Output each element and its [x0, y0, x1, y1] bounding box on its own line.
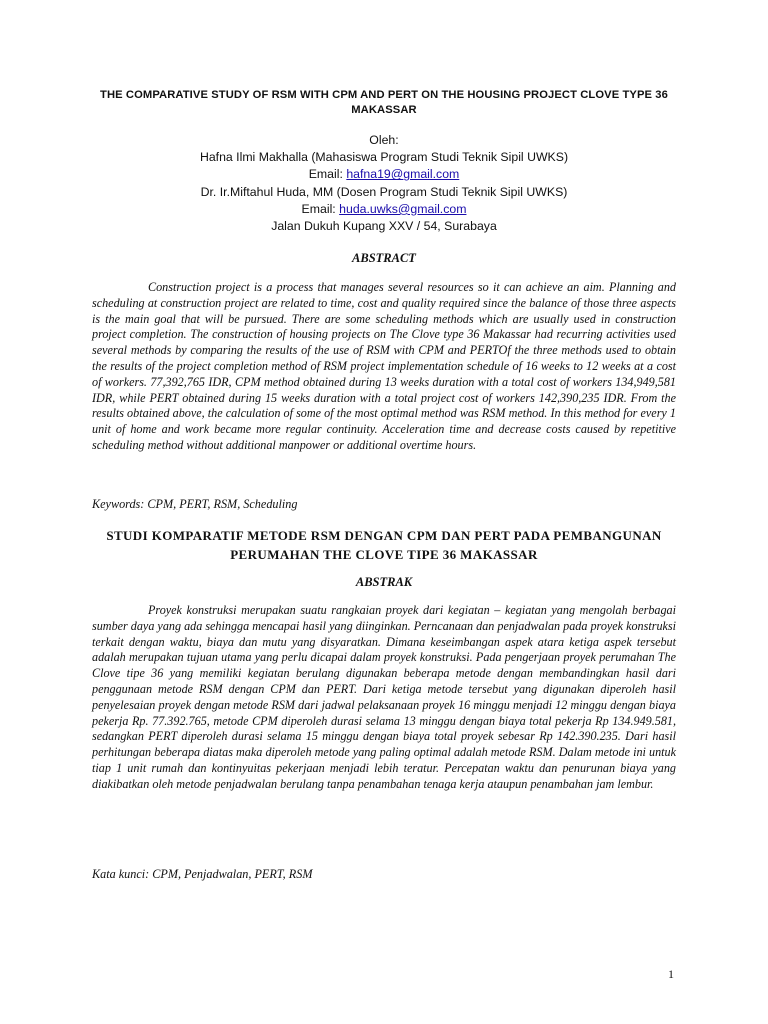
- abstract-heading: ABSTRACT: [352, 251, 416, 265]
- abstrak-body: Proyek konstruksi merupakan suatu rangkaian proyek dari kegiatan – kegiatan yang mengolah berbagai sumber daya yang ada sehingga mencapai hasil yang diinginkan. Perncanaan dan penjadwalan pada proyek konstruksi terkait dengan waktu, biaya dan mutu yang disyaratkan. Dimana keseimbangan aspek atara ketiga aspek tersebut adalah merupakan tujuan utama yang perlu dicapai dalam proyek konstruksi. Pada pengerjaan proyek perumahan The Clove tipe 36 yang memiliki kegiatan berulang digunakan beberapa metode dengan membandingkan hasil dari penggunaan metode RSM dengan CPM dan PERT. Dari ketiga metode tersebut yang digunakan diperoleh hasil penyelesaian proyek dengan metode RSM dari jadwal pelaksanaan proyek 16 minggu menjadi 12 minggu dengan biaya pekerja Rp. 77.392.765, metode CPM diperoleh durasi selama 13 minggu dengan biaya total pekerja Rp 134.949.581, sedangkan PERT diperoleh durasi selama 15 minggu dengan biaya total proyek sebesar Rp 142.390.235. Dari hasil perhitungan beberapa diatas maka diperoleh metode yang paling optimal adalah metode RSM. Dalam metode ini untuk tiap 1 unit rumah dan kontinyuitas pekerjaan menjadi lebih teratur. Percepatan waktu dan penurunan biaya yang diakibatkan oleh metode penjadwalan berulang tanpa penambahan tenaga kerja ataupun penambahan jam lembur.: [92, 603, 676, 791]
- address: Jalan Dukuh Kupang XXV / 54, Surabaya: [271, 219, 497, 234]
- author-block: [92, 132, 676, 235]
- author-2: Dr. Ir.Miftahul Huda, MM (Dosen Program Studi Teknik Sipil UWKS): [200, 184, 568, 199]
- abstrak-heading: ABSTRAK: [355, 575, 413, 589]
- email-label: Email:: [301, 201, 340, 216]
- paper-title: THE COMPARATIVE STUDY OF RSM WITH CPM AND PERT ON THE HOUSING PROJECT CLOVE TYPE 36 MAKASSAR: [100, 89, 668, 116]
- author-1: Hafna Ilmi Makhalla (Mahasiswa Program Studi Teknik Sipil UWKS): [199, 150, 569, 165]
- abstract-body: Construction project is a process that manages several resources so it can achieve an aim. Planning and scheduling at construction project are related to time, cost and quality required since the balance of those three aspects is the main goal that will be pursued. There are some scheduling methods which are usually used in construction project completion. The construction of housing projects on The Clove type 36 Makassar had recurring activities used several methods by comparing the results of the use of RSM with CPM and PERTOf the three methods used to obtain the results of the project completion method of RSM project implementation schedule of 16 weeks to 12 weeks at a cost of workers. 77,392,765 IDR, CPM method obtained during 13 weeks duration with a total cost of workers 134,949,581 IDR, while PERT obtained during 15 weeks duration with a total project cost of workers 142,390,235 IDR. From the results obtained above, the calculation of some of the most optimal method was RSM method. In this method for every 1 unit of home and work became more regular continuity. Acceleration time and decrease costs caused by repetitive scheduling method without additional manpower or additional overtime hours.: [92, 280, 676, 452]
- email-label: Email:: [308, 167, 347, 182]
- abstrak-keywords: Kata kunci: CPM, Penjadwalan, PERT, RSM: [92, 867, 313, 881]
- author-1-email-line: [92, 166, 676, 183]
- indonesian-title: STUDI KOMPARATIF METODE RSM DENGAN CPM DAN PERT PADA PEMBANGUNAN PERUMAHAN THE CLOVE TIPE 36 MAKASSAR: [106, 528, 662, 562]
- author-2-email-line: [92, 201, 676, 218]
- oleh-label: Oleh:: [369, 133, 399, 147]
- abstract-keywords: Keywords: CPM, PERT, RSM, Scheduling: [92, 497, 298, 511]
- author-1-email-link[interactable]: hafna19@gmail.com: [346, 167, 460, 182]
- page-number: 1: [668, 967, 674, 981]
- author-2-email-link[interactable]: huda.uwks@gmail.com: [339, 201, 467, 216]
